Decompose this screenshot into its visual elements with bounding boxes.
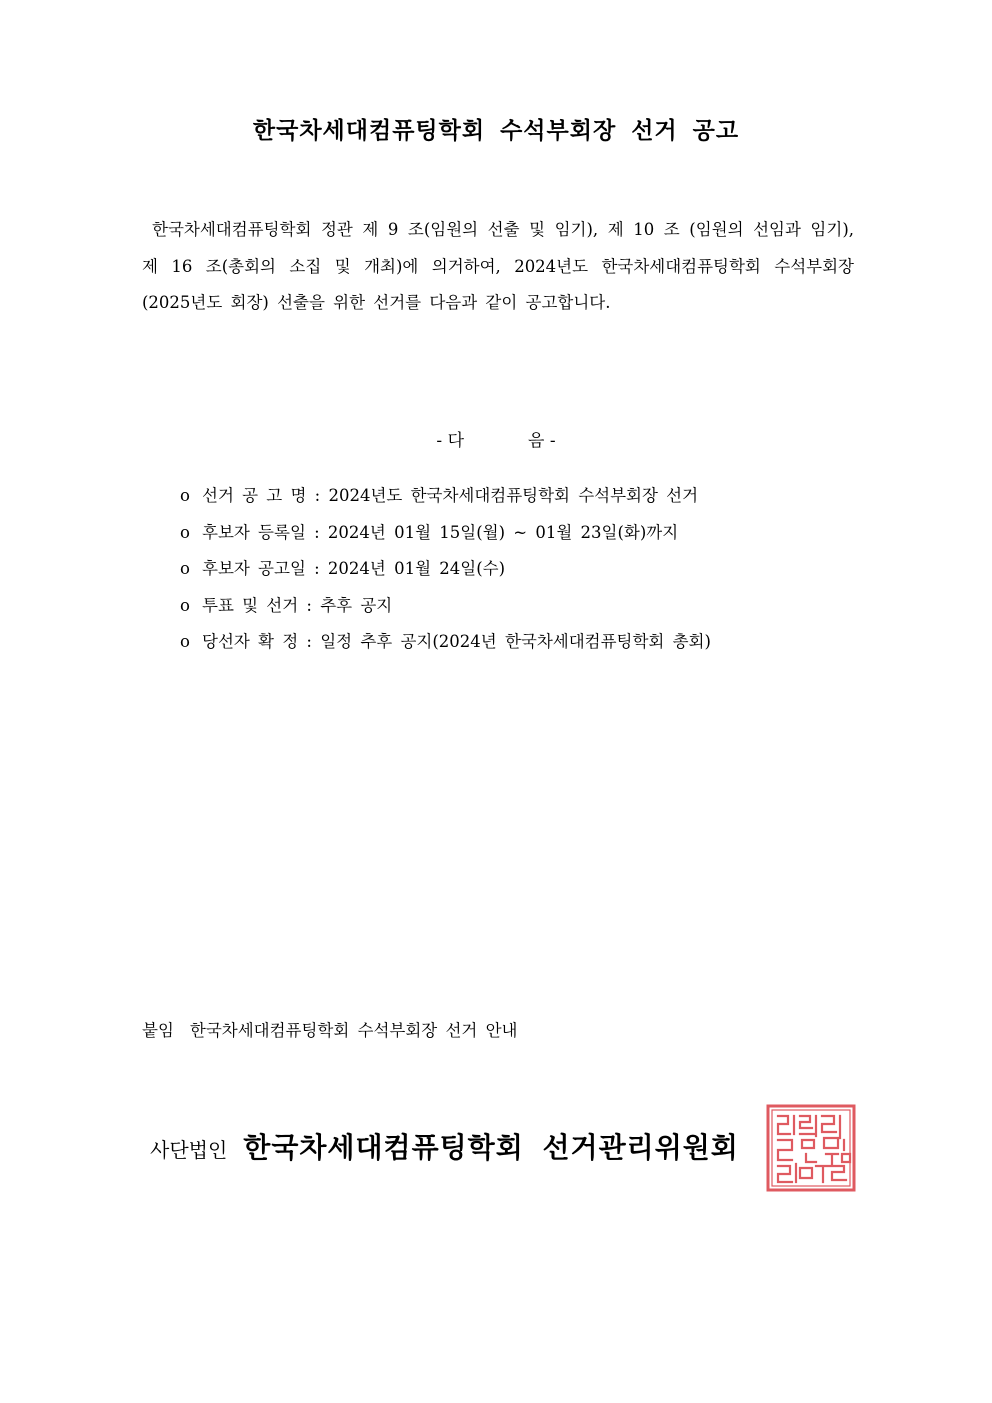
item-voting: 투표 및 선거 : 추후 공지 (202, 595, 393, 615)
list-item (180, 515, 711, 552)
announcement-body: 한국차세대컴퓨팅학회 정관 제 9 조(임원의 선출 및 임기), 제 10 조 (임원의 선임과 임기), 제 16 조(총회의 소집 및 개최)에 의거하여, 2024년도 한국차세대컴퓨팅학회 수석부회장(2025년도 회장) 선출을 위한 선거를 다음과 같이 공고합니다. (142, 220, 854, 312)
signature-block (150, 1126, 739, 1166)
section-heading (0, 426, 992, 451)
item-registration-period: 후보자 등록일 : 2024년 01월 15일(월) ~ 01월 23일(화)까지 (202, 522, 679, 542)
signature-org: 한국차세대컴퓨팅학회 선거관리위원회 (243, 1131, 739, 1164)
official-seal-icon (766, 1104, 856, 1192)
document-title: 한국차세대컴퓨팅학회 수석부회장 선거 공고 (252, 118, 740, 144)
attachment-note (142, 1017, 517, 1041)
bullet-marker: o (180, 632, 190, 651)
item-election-name: 선거 공 고 명 : 2024년도 한국차세대컴퓨팅학회 수석부회장 선거 (202, 486, 699, 505)
signature-prefix: 사단법인 (150, 1138, 228, 1162)
section-heading-right: 음 - (528, 431, 556, 451)
attachment-text: 한국차세대컴퓨팅학회 수석부회장 선거 안내 (189, 1021, 518, 1040)
bullet-marker: o (180, 595, 190, 615)
list-item (180, 551, 711, 588)
bullet-marker: o (180, 486, 190, 505)
notice-items (180, 478, 711, 661)
item-candidate-announcement: 후보자 공고일 : 2024년 01월 24일(수) (202, 559, 506, 578)
list-item (180, 624, 711, 661)
list-item (180, 478, 711, 515)
section-heading-left: - 다 (436, 431, 464, 451)
bullet-marker: o (180, 522, 190, 542)
bullet-marker: o (180, 559, 190, 578)
attachment-label: 붙임 (142, 1021, 174, 1040)
item-winner-confirmation: 당선자 확 정 : 일정 추후 공지(2024년 한국차세대컴퓨팅학회 총회) (202, 632, 711, 651)
list-item (180, 588, 711, 625)
